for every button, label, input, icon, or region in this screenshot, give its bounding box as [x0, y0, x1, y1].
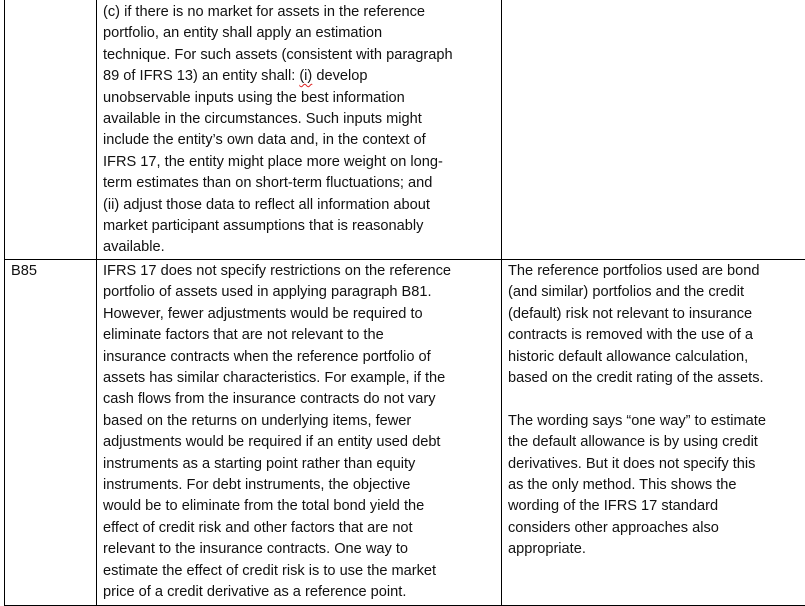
paragraph-gap [508, 389, 801, 410]
text-line: market participant assumptions that is reasonably [103, 216, 495, 237]
text-line: adjustments would be required if an entity used debt [103, 432, 495, 453]
comment-line: derivatives. But it does not specify this [508, 454, 801, 475]
comment-line: based on the credit rating of the assets. [508, 368, 801, 389]
text-fragment: develop [312, 68, 367, 84]
text-line: IFRS 17, the entity might place more weight on long- [103, 152, 495, 173]
comment-line: historic default allowance calculation, [508, 347, 801, 368]
comment-line: (and similar) portfolios and the credit [508, 282, 801, 303]
text-line: assets has similar characteristics. For example, if the [103, 368, 495, 389]
text-line: instruments. For debt instruments, the objective [103, 475, 495, 496]
paragraph-ref-cell [5, 0, 97, 260]
comment-line: The wording says “one way” to estimate [508, 411, 801, 432]
text-line: IFRS 17 does not specify restrictions on the reference [103, 261, 495, 282]
text-line: price of a credit derivative as a reference point. [103, 582, 495, 603]
document-table [4, 0, 805, 606]
text-line: relevant to the insurance contracts. One way to [103, 539, 495, 560]
text-line: (ii) adjust those data to reflect all information about [103, 195, 495, 216]
commentary-cell [502, 0, 805, 260]
text-line: based on the returns on underlying items, fewer [103, 411, 495, 432]
spellcheck-marked-text: (i) [299, 68, 312, 84]
comment-line: appropriate. [508, 539, 801, 560]
text-line: unobservable inputs using the best information [103, 88, 495, 109]
text-line: would be to eliminate from the total bond yield the [103, 496, 495, 517]
text-line [103, 66, 495, 87]
paragraph-ref: B85 [11, 263, 37, 279]
comment-line: as the only method. This shows the [508, 475, 801, 496]
comment-line: wording of the IFRS 17 standard [508, 496, 801, 517]
text-line: technique. For such assets (consistent with paragraph [103, 45, 495, 66]
text-line: term estimates than on short-term fluctuations; and [103, 173, 495, 194]
text-line: insurance contracts when the reference portfolio of [103, 347, 495, 368]
text-line: eliminate factors that are not relevant to the [103, 325, 495, 346]
text-line: instruments as a starting point rather than equity [103, 454, 495, 475]
text-fragment: 89 of IFRS 13) an entity shall: [103, 68, 299, 84]
paragraph-ref-cell [5, 260, 97, 606]
table-row [5, 0, 805, 260]
comment-line: (default) risk not relevant to insurance [508, 304, 801, 325]
standard-text-cell [97, 260, 502, 606]
text-line: However, fewer adjustments would be required to [103, 304, 495, 325]
table-row [5, 260, 805, 606]
commentary-cell [502, 260, 805, 606]
text-line: available. [103, 237, 495, 258]
text-line: include the entity’s own data and, in the context of [103, 130, 495, 151]
text-line: cash flows from the insurance contracts do not vary [103, 389, 495, 410]
text-line: available in the circumstances. Such inputs might [103, 109, 495, 130]
text-line: estimate the effect of credit risk is to use the market [103, 561, 495, 582]
text-line: (c) if there is no market for assets in the reference [103, 2, 495, 23]
text-line: portfolio, an entity shall apply an estimation [103, 23, 495, 44]
standard-text-cell [97, 0, 502, 260]
text-line: effect of credit risk and other factors that are not [103, 518, 495, 539]
comment-line: The reference portfolios used are bond [508, 261, 801, 282]
comment-line: contracts is removed with the use of a [508, 325, 801, 346]
comment-line: the default allowance is by using credit [508, 432, 801, 453]
comment-line: considers other approaches also [508, 518, 801, 539]
text-line: portfolio of assets used in applying paragraph B81. [103, 282, 495, 303]
